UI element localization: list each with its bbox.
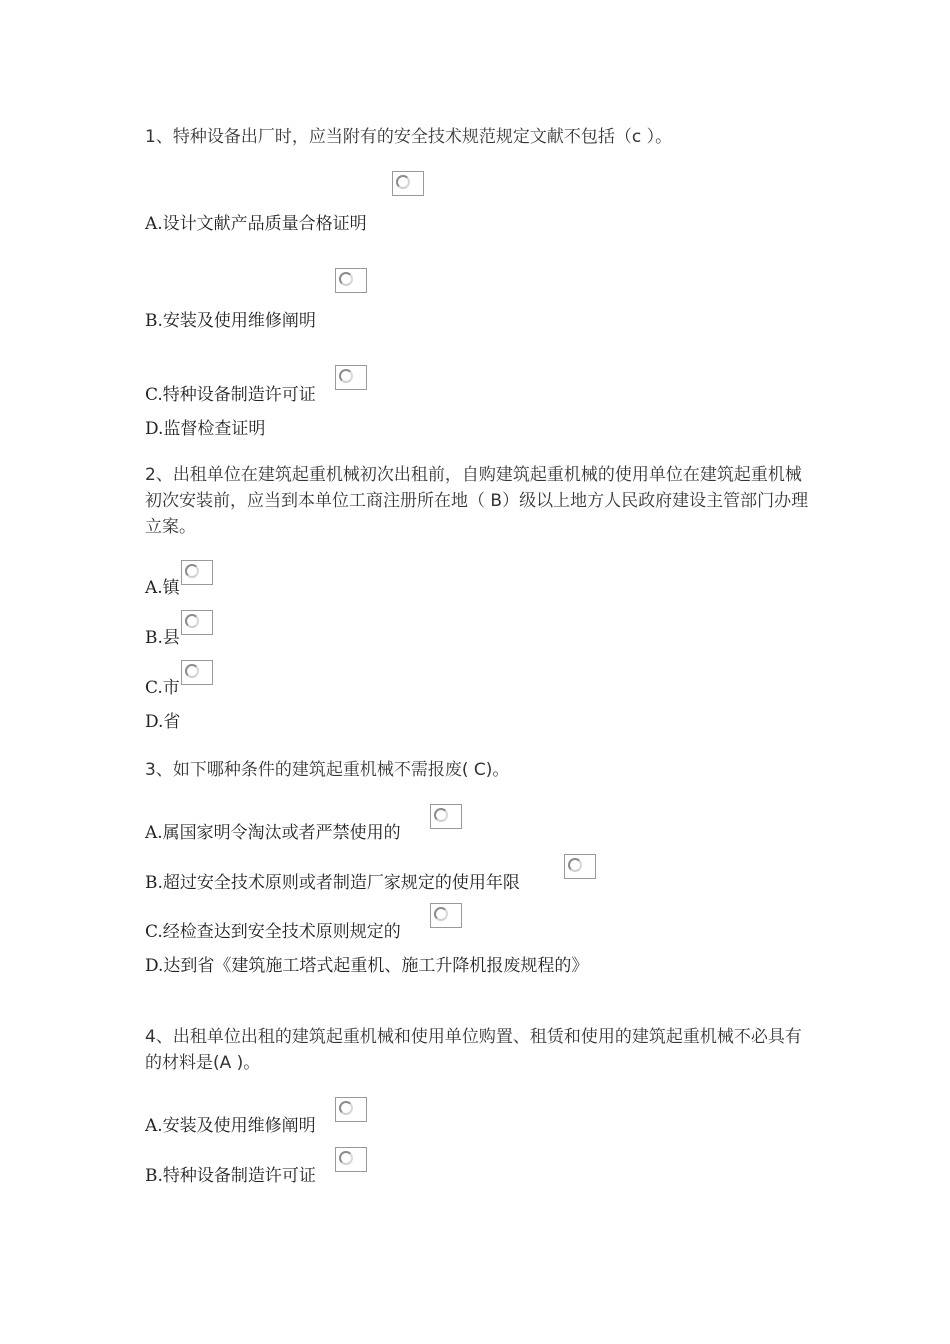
radio-q1-b[interactable]: [335, 268, 367, 293]
q1-option-a: A.设计文献产品质量合格证明: [145, 214, 367, 234]
radio-circle-icon: [339, 1151, 353, 1165]
q2-option-c: C.市: [145, 678, 180, 698]
q1-option-b: B.安装及使用维修阐明: [145, 311, 316, 331]
radio-q1-a[interactable]: [392, 171, 424, 196]
radio-q3-b[interactable]: [564, 854, 596, 879]
radio-circle-icon: [396, 175, 410, 189]
radio-q2-c[interactable]: [181, 660, 213, 685]
radio-circle-icon: [339, 272, 353, 286]
question-1-text: 1、特种设备出厂时，应当附有的安全技术规范规定文献不包括（c ）。: [145, 127, 673, 147]
radio-q3-a[interactable]: [430, 804, 462, 829]
q3-option-d: D.达到省《建筑施工塔式起重机、施工升降机报废规程的》: [145, 956, 589, 976]
radio-q4-b[interactable]: [335, 1147, 367, 1172]
radio-circle-icon: [185, 614, 199, 628]
radio-q3-c[interactable]: [430, 903, 462, 928]
question-4-text: 4、出租单位出租的建筑起重机械和使用单位购置、租赁和使用的建筑起重机械不必具有的材料是(A )。: [145, 1027, 802, 1073]
radio-circle-icon: [434, 907, 448, 921]
q4-option-b: B.特种设备制造许可证: [145, 1166, 316, 1186]
q2-option-a: A.镇: [145, 578, 180, 598]
radio-circle-icon: [339, 1101, 353, 1115]
radio-circle-icon: [434, 808, 448, 822]
q3-option-b: B.超过安全技术原则或者制造厂家规定的使用年限: [145, 873, 520, 893]
radio-q2-b[interactable]: [181, 610, 213, 635]
q2-option-d: D.省: [145, 712, 181, 732]
radio-circle-icon: [339, 369, 353, 383]
q3-option-c: C.经检查达到安全技术原则规定的: [145, 922, 401, 942]
question-2-text: 2、出租单位在建筑起重机械初次出租前，自购建筑起重机械的使用单位在建筑起重机械初次安装前，应当到本单位工商注册所在地（ B）级以上地方人民政府建设主管部门办理立案。: [145, 465, 809, 537]
radio-q2-a[interactable]: [181, 560, 213, 585]
radio-circle-icon: [185, 564, 199, 578]
q3-option-a: A.属国家明令淘汰或者严禁使用的: [145, 823, 401, 843]
q1-option-d: D.监督检查证明: [145, 419, 266, 439]
radio-q4-a[interactable]: [335, 1097, 367, 1122]
radio-circle-icon: [185, 664, 199, 678]
question-3-text: 3、如下哪种条件的建筑起重机械不需报废( C)。: [145, 760, 510, 780]
q4-option-a: A.安装及使用维修阐明: [145, 1116, 316, 1136]
radio-circle-icon: [568, 858, 582, 872]
radio-q1-c[interactable]: [335, 365, 367, 390]
q1-option-c: C.特种设备制造许可证: [145, 385, 316, 405]
q2-option-b: B.县: [145, 628, 180, 648]
